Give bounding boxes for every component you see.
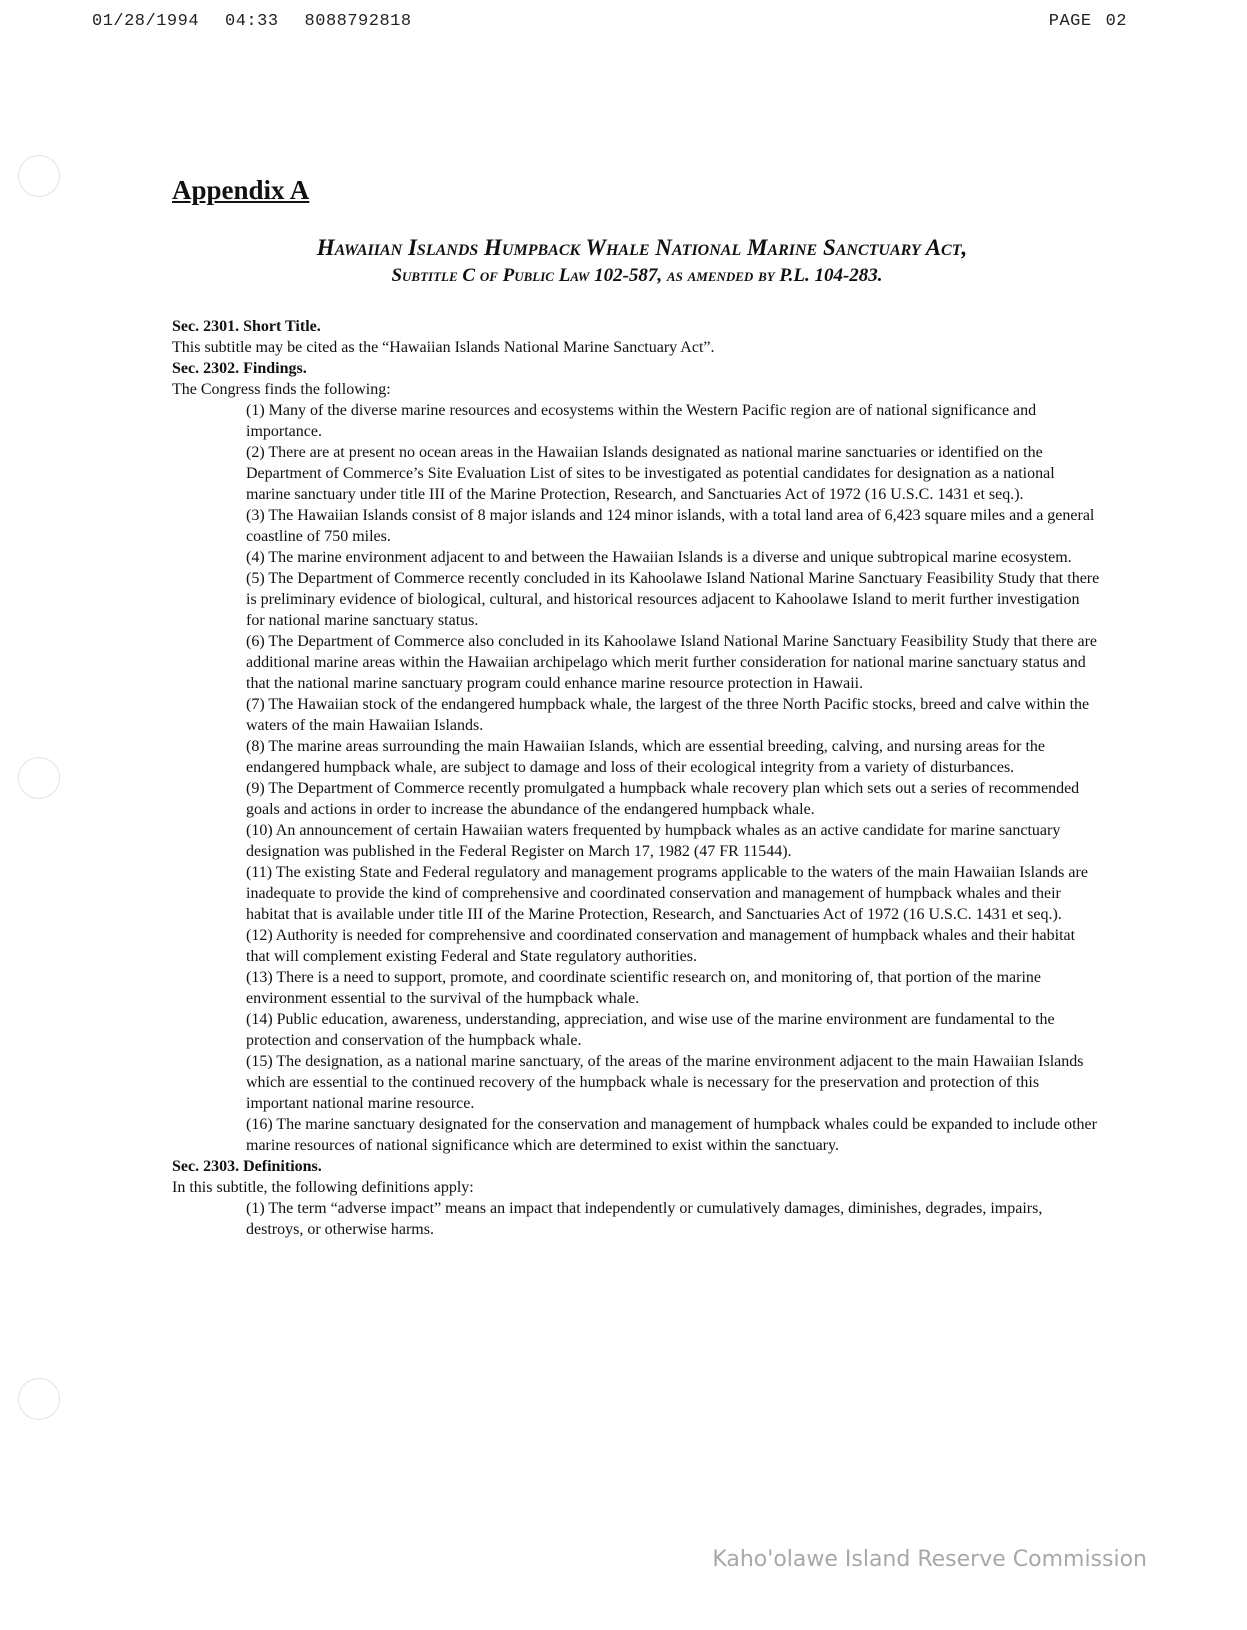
punch-hole-icon (18, 757, 60, 799)
finding-item: (13) There is a need to support, promote, and coordinate scientific research on, and monitoring of, that portion of the marine environment essential to the survival of the humpback whale. (246, 969, 1042, 1007)
fax-time: 04:33 (225, 12, 279, 31)
section-intro: This subtitle may be cited as the “Hawaiian Islands National Marine Sanctuary Act”. (172, 339, 715, 356)
finding-item: (11) The existing State and Federal regulatory and management programs applicable to the waters of the main Hawaiian Islands are inadequate to provide the kind of comprehensive and coordinated conservation and management of humpback whales and their habitat that is available under title III of the Marine Protection, Research, and Sanctuaries Act of 1972 (16 U.S.C. 1431 et seq.). (246, 864, 1088, 923)
finding-item: (14) Public education, awareness, understanding, appreciation, and wise use of the marine environment are fundamental to the protection and conservation of the humpback whale. (246, 1011, 1055, 1049)
appendix-title: Appendix A (172, 175, 310, 205)
finding-item: (15) The designation, as a national marine sanctuary, of the areas of the marine environment adjacent to the main Hawaiian Islands which are essential to the continued recovery of the humpback whale is necessary for the preservation and protection of this important national marine resource. (246, 1053, 1084, 1112)
section-definitions (172, 1156, 1102, 1240)
section-heading: Sec. 2303. Definitions. (172, 1158, 322, 1175)
fax-header-left (92, 12, 1127, 31)
fax-phone: 8088792818 (304, 12, 412, 31)
fax-page-label: PAGE (1048, 12, 1092, 31)
definition-item: (1) The term “adverse impact” means an impact that independently or cumulatively damages, diminishes, degrades, impairs, destroys, or otherwise harms. (246, 1200, 1043, 1238)
finding-item: (12) Authority is needed for comprehensive and coordinated conservation and management of humpback whales and their habitat that will complement existing Federal and State regulatory authorities. (246, 927, 1076, 965)
finding-item: (3) The Hawaiian Islands consist of 8 major islands and 124 minor islands, with a total land area of 6,423 square miles and a general coastline of 750 miles. (246, 507, 1095, 545)
fax-page-number: 02 (1105, 12, 1127, 31)
fax-header (92, 12, 1127, 31)
punch-hole-icon (18, 155, 60, 197)
act-subtitle: Subtitle C of Public Law 102-587, as amended by P.L. 104-283. (391, 265, 883, 286)
finding-item: (8) The marine areas surrounding the main Hawaiian Islands, which are essential breeding, calving, and nursing areas for the endangered humpback whale, are subject to damage and loss of their ecological integrity from a variety of disturbances. (246, 738, 1045, 776)
act-title: Hawaiian Islands Humpback Whale National Marine Sanctuary Act, (316, 235, 968, 260)
document-body (172, 175, 1102, 1240)
section-heading: Sec. 2302. Findings. (172, 360, 307, 377)
section-short-title (172, 316, 1102, 358)
finding-item: (16) The marine sanctuary designated for the conservation and management of humpback whales could be expanded to include other marine resources of national significance which are determined to exist within the sanctuary. (246, 1116, 1097, 1154)
fax-date: 01/28/1994 (92, 12, 200, 31)
finding-item: (2) There are at present no ocean areas in the Hawaiian Islands designated as national marine sanctuaries or identified on the Department of Commerce’s Site Evaluation List of sites to be investigated as potential candidates for designation as a national marine sanctuary under title III of the Marine Protection, Research, and Sanctuaries Act of 1972 (16 U.S.C. 1431 et seq.). (246, 444, 1055, 503)
finding-item: (5) The Department of Commerce recently concluded in its Kahoolawe Island National Marine Sanctuary Feasibility Study that there is preliminary evidence of biological, cultural, and historical resources adjacent to Kahoolawe Island to merit further investigation for national marine sanctuary status. (246, 570, 1100, 629)
finding-item: (6) The Department of Commerce also concluded in its Kahoolawe Island National Marine Sanctuary Feasibility Study that there are additional marine areas within the Hawaiian archipelago which merit further consideration for national marine sanctuary status and that the national marine sanctuary program could enhance marine resource protection in Hawaii. (246, 633, 1098, 692)
section-intro: The Congress finds the following: (172, 381, 391, 398)
finding-item: (9) The Department of Commerce recently promulgated a humpback whale recovery plan which sets out a series of recommended goals and actions in order to increase the abundance of the endangered humpback whale. (246, 780, 1080, 818)
section-heading: Sec. 2301. Short Title. (172, 318, 321, 335)
punch-hole-icon (18, 1378, 60, 1420)
section-intro: In this subtitle, the following definitions apply: (172, 1179, 474, 1196)
watermark: Kaho'olawe Island Reserve Commission (712, 1547, 1147, 1572)
finding-item: (10) An announcement of certain Hawaiian waters frequented by humpback whales as an active candidate for marine sanctuary designation was published in the Federal Register on March 17, 1982 (47 FR 11544). (246, 822, 1061, 860)
finding-item: (4) The marine environment adjacent to and between the Hawaiian Islands is a diverse and unique subtropical marine ecosystem. (246, 549, 1072, 566)
fax-page-indicator (1049, 12, 1127, 31)
finding-item: (1) Many of the diverse marine resources and ecosystems within the Western Pacific region are of national significance and importance. (246, 402, 1037, 440)
section-findings (172, 358, 1102, 1156)
finding-item: (7) The Hawaiian stock of the endangered humpback whale, the largest of the three North Pacific stocks, breed and calve within the waters of the main Hawaiian Islands. (246, 696, 1090, 734)
